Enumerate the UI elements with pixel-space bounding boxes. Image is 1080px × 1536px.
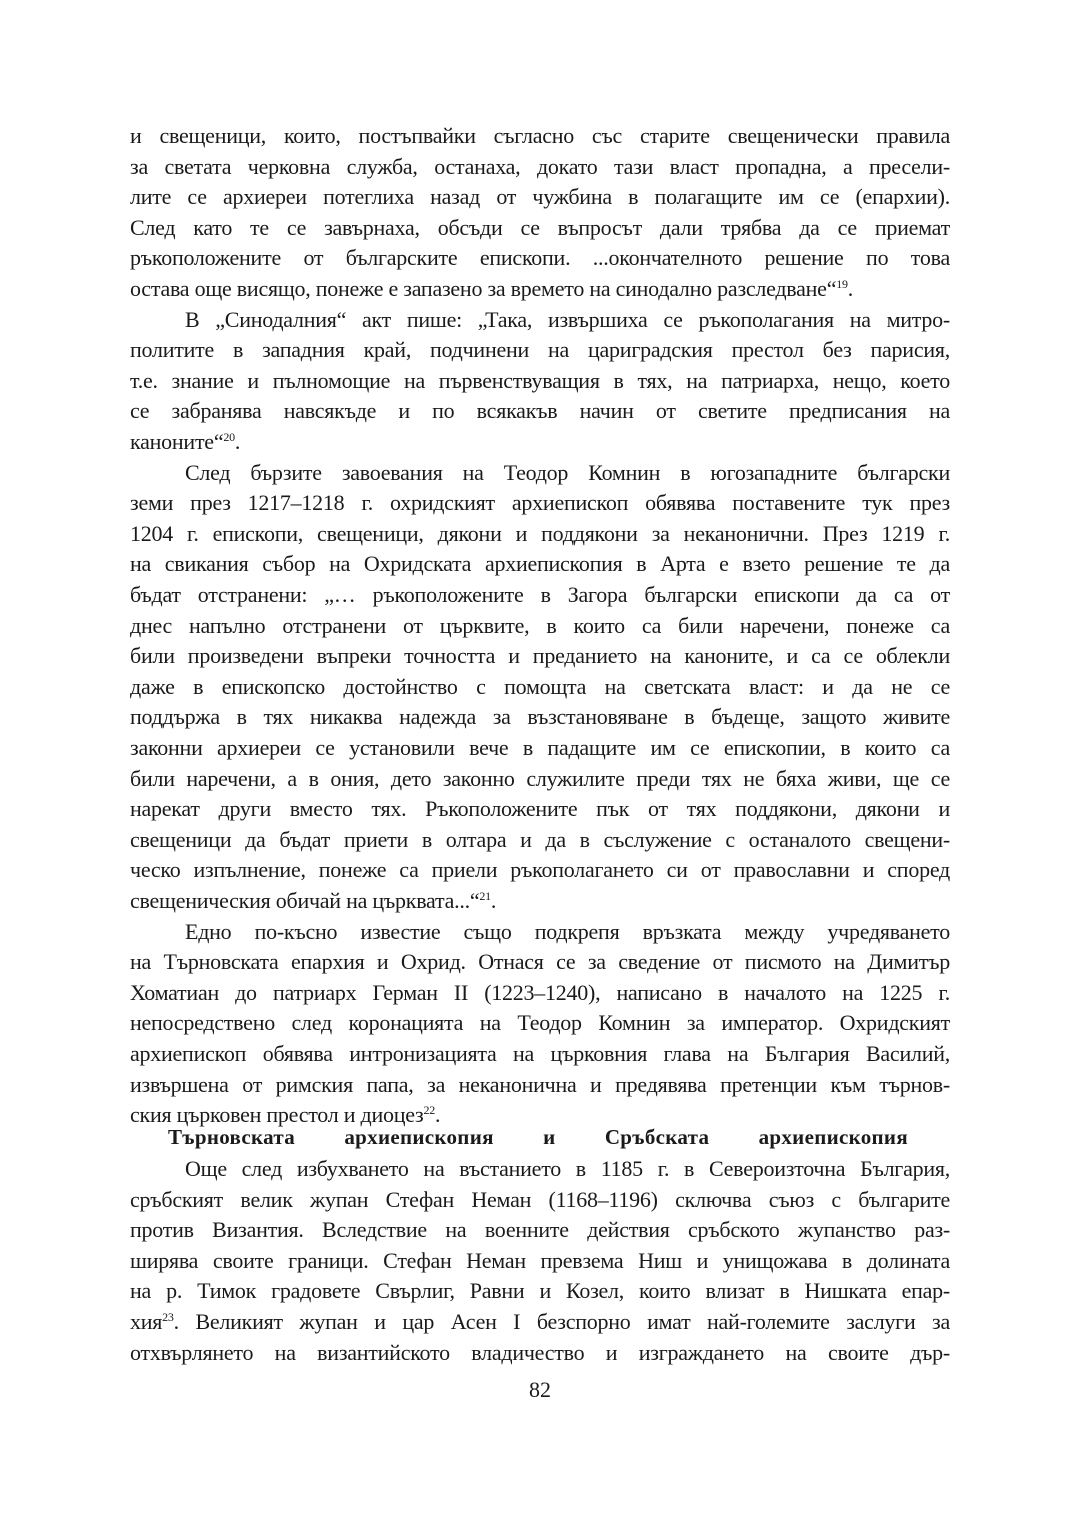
text-line bbox=[130, 334, 950, 365]
text-line bbox=[130, 518, 950, 549]
line-text: остава още висящо, понеже е запазено за времето на синодално разследване“ bbox=[130, 276, 837, 301]
text-line bbox=[185, 304, 950, 335]
line-text: непосредствено след коронацията на Теодор Комнин за император. Охридският bbox=[130, 1010, 950, 1036]
line-text: След като те се завърнаха, обсъди се въпросът дали трябва да се приемат bbox=[130, 214, 950, 240]
line-text: ския църковен престол и диоцез bbox=[130, 1102, 424, 1128]
line-text: за светата черковна служба, останаха, докато тази власт пропадна, а пресели- bbox=[130, 153, 950, 179]
line-text: нарекат други вместо тях. Ръкоположените пък от тях поддякони, дякони и bbox=[130, 796, 950, 822]
line-text: днес напълно отстранени от църквите, в които са били наречени, понеже са bbox=[130, 612, 950, 638]
text-line bbox=[130, 1214, 950, 1245]
line-text: на Търновската епархия и Охрид. Отнася се за сведение от писмото на Димитър bbox=[130, 949, 950, 975]
text-line bbox=[130, 977, 950, 1008]
line-text: на свикания събор на Охридската архиепископия в Арта е взето решение те да bbox=[130, 551, 950, 577]
line-text: т.е. знание и пълномощие на първенствуващия в тях, на патриарха, нещо, което bbox=[130, 367, 950, 393]
text-line bbox=[130, 1245, 950, 1276]
line-text: земи през 1217–1218 г. охридският архиепископ обявява поставените тук през bbox=[130, 490, 950, 516]
text-line bbox=[130, 854, 950, 885]
text-line bbox=[130, 610, 950, 641]
line-text: каноните“ bbox=[130, 429, 224, 454]
text-line bbox=[185, 457, 950, 488]
line-text: 1204 г. епископи, свещеници, дякони и поддякони за неканонични. През 1219 г. bbox=[130, 520, 950, 546]
line-text: свещеници да бъдат приети в олтара и да в съслужение с останалото свещени- bbox=[130, 826, 950, 852]
line-text: и свещеници, които, постъпвайки съгласно със старите свещенически правила bbox=[130, 123, 950, 148]
text-line bbox=[185, 916, 950, 947]
text-line bbox=[185, 1153, 950, 1184]
text-line bbox=[130, 242, 950, 273]
line-text: законни архиереи се установили вече в падащите им се епископии, в които са bbox=[130, 735, 950, 760]
line-text-continued: . bbox=[490, 888, 497, 913]
line-text: архиепископ обявява интронизацията на църковния глава на България Василий, bbox=[130, 1041, 950, 1066]
text-line bbox=[130, 1038, 950, 1069]
line-text: поддържа в тях никаква надежда за възстановяване в бъдеще, защото живите bbox=[130, 704, 950, 730]
footnote-reference: 22 bbox=[423, 1103, 435, 1118]
text-line bbox=[130, 181, 950, 212]
line-text: се забранява навсякъде и по всякакъв начин от светите предписания на bbox=[130, 398, 950, 424]
text-line bbox=[130, 120, 950, 151]
section-heading: Търновската архиепископия и Сръбската архиепископия bbox=[168, 1125, 908, 1149]
line-text: свещеническия обичай на църквата...“ bbox=[130, 888, 480, 913]
text-line bbox=[130, 671, 950, 702]
line-text: против Византия. Вследствие на военните действия сръбското жупанство раз- bbox=[130, 1217, 950, 1243]
line-text: на р. Тимок градовете Свърлиг, Равни и Козел, които влизат в Нишката епар- bbox=[130, 1278, 950, 1304]
text-line bbox=[130, 946, 950, 977]
line-text-continued: . bbox=[434, 1102, 441, 1128]
line-text: били произведени въпреки точността и преданието на каноните, и са се облекли bbox=[130, 643, 950, 669]
text-line bbox=[130, 212, 950, 243]
line-text: Хоматиан до патриарх Герман II (1223–1240), написано в началото на 1225 г. bbox=[130, 979, 950, 1005]
text-line bbox=[130, 1337, 950, 1368]
text-line bbox=[130, 548, 950, 579]
text-line bbox=[130, 1007, 950, 1038]
text-line bbox=[130, 824, 950, 855]
text-line bbox=[130, 885, 950, 916]
line-text: даже в епископско достойнство с помощта на светската власт: и да не се bbox=[130, 673, 950, 699]
line-text: сръбският велик жупан Стефан Неман (1168–1196) сключва съюз с българите bbox=[130, 1186, 950, 1212]
text-line bbox=[130, 1069, 950, 1100]
text-line bbox=[130, 365, 950, 396]
line-text: били наречени, а в ония, дето законно служилите преди тях не бяха живи, ще се bbox=[130, 765, 950, 791]
footnote-reference: 20 bbox=[223, 430, 235, 444]
footnote-reference: 23 bbox=[162, 1310, 174, 1324]
line-text: отхвърлянето на византийското владичество и изграждането на своите дър- bbox=[130, 1339, 950, 1365]
line-text: извършена от римския папа, за неканонична и предявява претенции към търнов- bbox=[130, 1071, 950, 1097]
line-text-continued: . bbox=[234, 429, 241, 454]
line-text: В „Синодалния“ акт пише: „Така, извършиха се ръкополагания на митро- bbox=[185, 306, 950, 332]
text-line bbox=[130, 701, 950, 732]
text-line bbox=[130, 395, 950, 426]
text-line bbox=[130, 151, 950, 182]
line-text: ческо изпълнение, понеже са приели ръкополагането си от православни и според bbox=[130, 857, 950, 883]
page-number: 82 bbox=[529, 1377, 551, 1402]
line-text: След бързите завоевания на Теодор Комнин в югозападните български bbox=[185, 459, 950, 485]
line-text: Едно по-късно известие също подкрепя връзката между учредяването bbox=[185, 918, 950, 944]
line-text: ръкоположените от българските епископи. ...окончателното решение по това bbox=[130, 245, 950, 271]
line-text-continued: . bbox=[847, 276, 853, 301]
line-text: ширява своите граници. Стефан Неман превзема Ниш и унищожава в долината bbox=[130, 1247, 950, 1273]
text-line bbox=[130, 579, 950, 610]
text-line bbox=[130, 763, 950, 794]
line-text: политите в западния край, подчинени на цариградския престол без парисия, bbox=[130, 337, 950, 363]
text-line bbox=[130, 1275, 950, 1306]
line-text: хия bbox=[130, 1309, 163, 1334]
footnote-reference: 19 bbox=[836, 277, 848, 291]
line-text-continued: . Великият жупан и цар Асен I безспорно имат най-големите заслуги за bbox=[173, 1309, 950, 1334]
text-line bbox=[130, 426, 950, 457]
text-line bbox=[130, 273, 950, 304]
text-line bbox=[130, 793, 950, 824]
text-line bbox=[130, 487, 950, 518]
footnote-reference: 21 bbox=[479, 889, 491, 903]
text-line bbox=[130, 1306, 950, 1337]
text-line bbox=[130, 640, 950, 671]
line-text: бъдат отстранени: „… ръкоположените в Загора български епископи да са от bbox=[130, 582, 950, 607]
text-line bbox=[130, 732, 950, 763]
line-text: лите се архиереи потеглиха назад от чужбина в полагащите им се (епархии). bbox=[130, 184, 950, 210]
line-text: Още след избухването на въстанието в 1185 г. в Североизточна България, bbox=[185, 1156, 950, 1181]
text-line bbox=[130, 1184, 950, 1215]
